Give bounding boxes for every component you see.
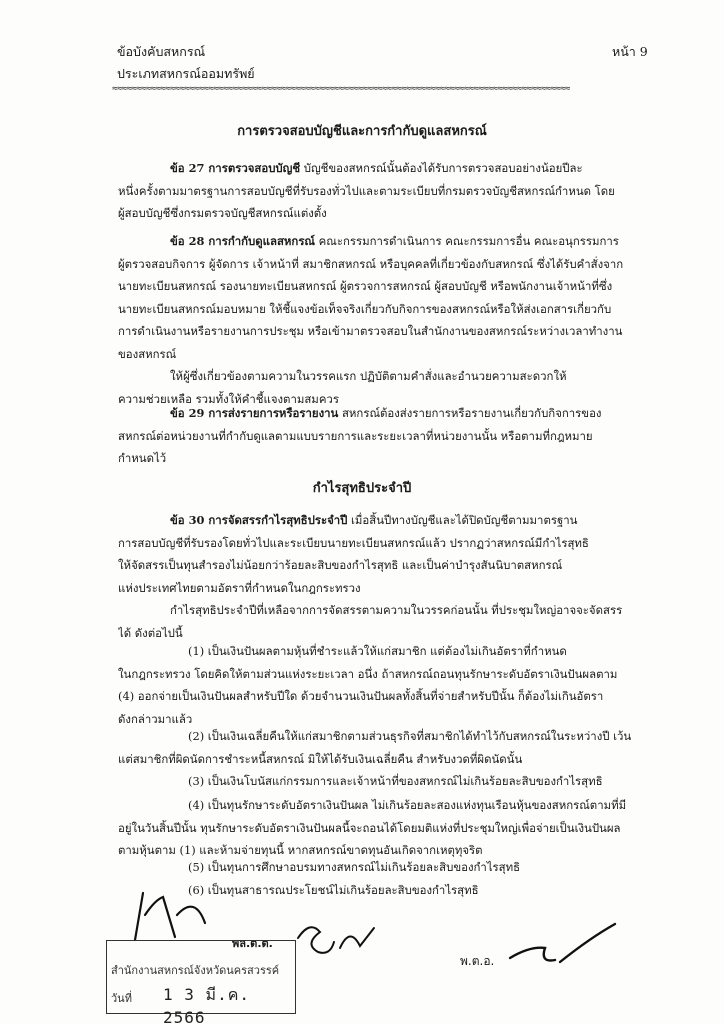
article-28-heading: ข้อ 28 การกำกับดูแลสหกรณ์ xyxy=(170,234,316,248)
article-28-line: ความช่วยเหลือ รวมทั้งให้คำชี้แจงตามสมควร xyxy=(118,391,339,406)
page-number: หน้า 9 xyxy=(612,44,648,59)
item-line: (6) เป็นทุนสาธารณประโยชน์ไม่เกินร้อยละสิบของกำไรสุทธิ xyxy=(188,883,479,897)
handwritten-signature-left xyxy=(115,885,235,945)
article-30-item-5 xyxy=(118,856,648,879)
article-27 xyxy=(118,157,648,225)
article-29 xyxy=(118,402,648,470)
article-27-line: บัญชีของสหกรณ์นั้นต้องได้รับการตรวจสอบอย่างน้อยปีละ xyxy=(300,161,583,175)
article-28 xyxy=(118,230,648,410)
article-30-line: กำไรสุทธิประจำปีที่เหลือจากการจัดสรรตามความในวรรคก่อนนั้น ที่ประชุมใหญ่อาจจะจัดสรร xyxy=(170,603,623,617)
item-line: (1) เป็นเงินปันผลตามหุ้นที่ชำระแล้วให้แก่สมาชิก แต่ต้องไม่เกินอัตราที่กำหนด xyxy=(188,644,567,658)
article-30-item-4 xyxy=(118,794,648,862)
article-29-heading: ข้อ 29 การส่งรายการหรือรายงาน xyxy=(170,406,339,420)
article-27-heading: ข้อ 27 การตรวจสอบบัญชี xyxy=(170,161,301,175)
article-28-line: ให้ผู้ซึ่งเกี่ยวข้องตามความในวรรคแรก ปฏิบัติตามคำสั่งและอำนวยความสะดวกให้ xyxy=(170,369,567,383)
handwritten-signature-right xyxy=(500,918,620,978)
article-27-line: ผู้สอบบัญชีซึ่งกรมตรวจบัญชีสหกรณ์แต่งตั้ง xyxy=(118,206,327,220)
article-29-line: กำหนดไว้ xyxy=(118,451,167,465)
article-30-item-1 xyxy=(118,640,648,730)
article-30-item-2 xyxy=(118,725,648,770)
article-29-line: สหกรณ์ต่อหน่วยงานที่กำกับดูแลตามแบบรายการและระยะเวลาที่หน่วยงานนั้น หรือตามที่กฎหมาย xyxy=(118,428,593,443)
handwritten-signature-middle xyxy=(290,918,380,958)
article-28-line: นายทะเบียนสหกรณ์ รองนายทะเบียนสหกรณ์ ผู้ตรวจการสหกรณ์ ผู้สอบบัญชี หรือพนักงานเจ้าหน้าที่ซึ่ง xyxy=(118,279,613,293)
header-rule: ≈≈≈≈≈≈≈≈≈≈≈≈≈≈≈≈≈≈≈≈≈≈≈≈≈≈≈≈≈≈≈≈≈≈≈≈≈≈≈≈≈≈≈≈≈≈≈≈≈≈≈≈≈≈≈≈≈≈≈≈≈≈≈≈≈≈≈≈≈≈≈≈≈≈≈≈≈≈≈≈≈≈≈≈≈≈≈≈≈≈≈≈≈≈≈ xyxy=(112,84,570,94)
article-28-line: นายทะเบียนสหกรณ์มอบหมาย ให้ชี้แจงข้อเท็จจริงเกี่ยวกับกิจการของสหกรณ์หรือให้ส่งเอกสารเกี่ยวกับ xyxy=(118,301,612,316)
item-line: (5) เป็นทุนการศึกษาอบรมทางสหกรณ์ไม่เกินร้อยละสิบของกำไรสุทธิ xyxy=(188,860,521,874)
item-line: ตามหุ้นตาม (1) และห้ามจ่ายทุนนี้ หากสหกรณ์ขาดทุนอันเกิดจากเหตุทุจริต xyxy=(118,843,483,857)
item-line: อยู่ในวันสิ้นปีนั้น ทุนรักษาระดับอัตราเงินปันผลนี้จะถอนได้โดยมติแห่งที่ประชุมใหญ่เพื่อจ่ายเป็นเงินปันผล xyxy=(118,820,621,835)
article-30-heading: ข้อ 30 การจัดสรรกำไรสุทธิประจำปี xyxy=(170,513,348,527)
article-28-line: คณะกรรมการดำเนินการ คณะกรรมการอื่น คณะอนุกรรมการ xyxy=(315,234,619,248)
stamp-date: 1 3 มี.ค. 2566 xyxy=(163,985,251,1024)
article-29-line: สหกรณ์ต้องส่งรายการหรือรายงานเกี่ยวกับกิจการของ xyxy=(338,406,602,420)
article-30-line: เมื่อสิ้นปีทางบัญชีและได้ปิดบัญชีตามมาตรฐาน xyxy=(347,513,578,527)
article-30-line: การสอบบัญชีที่รับรองโดยทั่วไปและระเบียบนายทะเบียนสหกรณ์แล้ว ปรากฏว่าสหกรณ์มีกำไรสุทธิ xyxy=(118,535,589,550)
item-line: ดังกล่าวมาแล้ว xyxy=(118,711,193,726)
article-30-line: ได้ ดังต่อไปนี้ xyxy=(118,625,183,640)
section-title-audit: การตรวจสอบบัญชีและการกำกับดูแลสหกรณ์ xyxy=(237,124,487,139)
header-regulation: ข้อบังคับสหกรณ์ xyxy=(117,44,206,59)
section-title-profit: กำไรสุทธิประจำปี xyxy=(312,481,412,496)
item-line: แต่สมาชิกที่ผิดนัดการชำระหนี้สหกรณ์ มิให้ได้รับเงินเฉลี่ยคืน สำหรับงวดที่ผิดนัดนั้น xyxy=(118,751,523,766)
article-27-line: หนึ่งครั้งตามมาตรฐานการสอบบัญชีที่รับรองทั่วไปและตามระเบียบที่กรมตรวจบัญชีสหกรณ์กำหนด โดย xyxy=(118,183,615,198)
item-line: (3) เป็นเงินโบนัสแก่กรรมการและเจ้าหน้าที่ของสหกรณ์ไม่เกินร้อยละสิบของกำไรสุทธิ xyxy=(188,774,603,788)
item-line: ในกฎกระทรวง โดยคิดให้ตามส่วนแห่งระยะเวลา อนึ่ง ถ้าสหกรณ์ถอนทุนรักษาระดับอัตราเงินปันผลตาม xyxy=(118,666,618,681)
article-28-line: ผู้ตรวจสอบกิจการ ผู้จัดการ เจ้าหน้าที่ สมาชิกสหกรณ์ หรือบุคคลที่เกี่ยวข้องกับสหกรณ์ ซึ่งได้รับคำสั่งจาก xyxy=(118,256,624,271)
article-30-line: ให้จัดสรรเป็นทุนสำรองไม่น้อยกว่าร้อยละสิบของกำไรสุทธิ และเป็นค่าบำรุงสันนิบาตสหกรณ์ xyxy=(118,558,563,572)
article-30-item-3 xyxy=(118,770,648,793)
article-30 xyxy=(118,509,648,644)
item-line: (4) เป็นทุนรักษาระดับอัตราเงินปันผล ไม่เกินร้อยละสองแห่งทุนเรือนหุ้นของสหกรณ์ตามที่มี xyxy=(188,798,627,812)
article-28-line: การดำเนินงานหรือรายงานการประชุม หรือเข้ามาตรวจสอบในสำนักงานของสหกรณ์ระหว่างเวลาทำงาน xyxy=(118,324,623,338)
stamp-office-name: สำนักงานสหกรณ์จังหวัดนครสวรรค์ xyxy=(111,964,280,977)
article-30-line: แห่งประเทศไทยตามอัตราที่กำหนดในกฎกระทรวง xyxy=(118,580,361,595)
rank-tag-left: พล.ต.ต. xyxy=(232,937,273,950)
stamp-date-label: วันที่ xyxy=(111,992,132,1005)
article-28-line: ของสหกรณ์ xyxy=(118,346,177,361)
item-line: (2) เป็นเงินเฉลี่ยคืนให้แก่สมาชิกตามส่วนธุรกิจที่สมาชิกได้ทำไว้กับสหกรณ์ในระหว่างปี เว้น xyxy=(188,729,632,743)
item-line: (4) ออกจ่ายเป็นเงินปันผลสำหรับปีใด ด้วยจำนวนเงินปันผลทั้งสิ้นที่จ่ายสำหรับปีนั้น ก็ต้องไม่เกินอัตรา xyxy=(118,689,604,703)
header-coop-type: ประเภทสหกรณ์ออมทรัพย์ xyxy=(117,66,255,81)
rank-tag-right: พ.ต.อ. xyxy=(460,954,495,968)
office-stamp xyxy=(106,940,296,1024)
